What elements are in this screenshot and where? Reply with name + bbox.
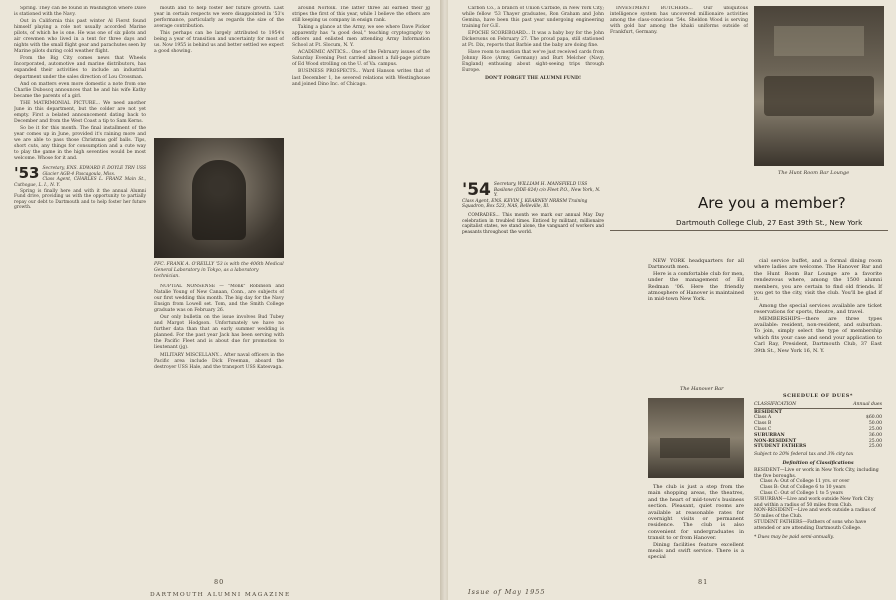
page-gutter (440, 0, 448, 600)
ad-column-2 (754, 258, 882, 354)
group-label: STUDENT FATHERS (754, 444, 807, 450)
definition-item: Class C: Out of College 1 to 5 years (760, 490, 843, 496)
paragraph: Here is a comfortable club for men, under the management of Ed Redman '06. Here the friendly atmosphere of Hanover is maintained in mid-town New York. (648, 270, 744, 303)
paragraph: Spring. They can be found in Washington where Dave is stationed with the Navy. (14, 6, 146, 18)
page-number-right: 81 (698, 578, 709, 586)
class-secretary: Secretary, WILLIAM H. MANSFIELD USS Basilone (DDE-824) c/o Fleet P.O., New York, N. Y. (493, 182, 601, 199)
group-label: SUBURBAN (754, 432, 785, 438)
dues-value: $60.00 (865, 415, 882, 421)
definition-item: STUDENT FATHERS—Fathers of sons who have attended or are attending Dartmouth College. (754, 519, 867, 531)
schedule-title: SCHEDULE OF DUES* (783, 393, 853, 399)
fine-print: * Dues may be paid semi-annually. (754, 534, 834, 540)
definition-item: SUBURBAN—Live and work outside New York City and within a radius of 50 miles from Club. (754, 496, 874, 508)
schedule-header-right: Annual dues (853, 401, 882, 407)
paragraph: Taking a glance at the Army, we see where Dave Picker apparently has "a good deal," teaching cryptography to officers and enlisted men attending Army Information School at Ft. Slocum, N. Y. (292, 25, 430, 49)
paragraph: Carbon Co., a branch of Union Carbide, in New York City; while fellow '53 Thayer graduates, Ron Graham and John Gemina, have been this past year undergoing engineering training for G.E. (462, 6, 604, 30)
paragraph: MEMBERSHIPS—there are three types available: resident, non-resident, and suburban. To join, simply select the type of membership which fits your case and send your application to Carl Ray, President, Dartmouth Club, 37 East 39th St., New York 16, N. Y. (754, 315, 882, 354)
paragraph: DON'T FORGET THE ALUMNI FUND! (484, 75, 582, 81)
class-53-notes (14, 166, 146, 211)
club-advertisement (610, 178, 888, 592)
hunt-room-caption: The Hunt Room Bar Lounge (778, 170, 850, 176)
dues-value: 25.00 (868, 444, 882, 450)
definition-item: Class A: Out of College 11 yrs. or over (760, 479, 850, 485)
right-column-2-top (610, 6, 748, 146)
dues-label: Class C (754, 426, 772, 432)
paragraph: MILITARY MISCELLANY... After naval officers in the Pacific area include Dick Freeman, aboard the destroyer USS Hale, and the transport USS Katesvaga. (154, 352, 284, 370)
definitions (754, 461, 882, 532)
schedule-header (754, 402, 882, 409)
class-year-53: '53 (14, 164, 40, 183)
schedule-header-left: CLASSIFICATION (754, 401, 797, 407)
definition-item: RESIDENT—Live or work in New York City, including the five boroughs. (754, 467, 879, 479)
paragraph: ACADEMIC ANTICS... One of the February issues of the Saturday Evening Post carried almost a full-page picture of Ed Wood strolling on the U. of Va. campus. (292, 50, 430, 68)
dues-label: Class A (754, 415, 772, 421)
definitions-title: Definition of Classifications (782, 460, 854, 466)
paragraph: NUPTIAL NONSENSE — "Monk" Robinson and Natalie Young of New Canaan, Conn., are subjects of our first wedding this month. The big day for the Navy Ensign from Lowell set. Tom, and the Smith College graduate was on February 26. (154, 284, 284, 314)
paragraph: BUSINESS PROSPECTS... Ward Hanson writes that of last December 1, he severed relations with Westinghouse and joined Dino Inc. of Chicago. (292, 69, 430, 87)
ad-divider (610, 230, 888, 231)
class-secretary: Secretary, ENS. EDWARD F. DOYLE TRN USS Glacier AGB-4 Pascagoula, Miss. (42, 166, 146, 177)
dues-schedule (754, 394, 882, 540)
hanover-bar-caption: The Hanover Bar (680, 386, 724, 392)
ad-column-1 (648, 258, 744, 303)
portrait-photo (154, 138, 284, 258)
ad-column-1-bottom (648, 484, 744, 561)
left-column-2-bottom (154, 284, 284, 574)
hunt-room-photo (754, 6, 884, 166)
class-year-54: '54 (462, 180, 491, 200)
left-column-2-top (154, 6, 284, 136)
paragraph: Our only bulletin on the issue involves Bud Tubey and Margot Hodgson. Unfortunately we have no further data than that an early summer wedding is planned. For the past year Jack has been serving with the Pacific Fleet and is about due for promotion to lieutenant (jg). (154, 315, 284, 351)
definition-item: NON-RESIDENT—Live and work outside a radius of 50 miles of the Club. (754, 508, 876, 520)
left-column-1 (14, 6, 146, 572)
paragraph: NEW YORK headquarters for all Dartmouth men. (648, 258, 744, 271)
paragraph: Dining facilities feature excellent meals and swift service. There is a special (648, 541, 744, 561)
paragraph: mouth and to help foster her future growth. Last year in certain respects we were disappointed in '53's performance, particularly as regards the size of the average contribution. (154, 6, 284, 30)
paragraph: Among the special services available are ticket reservations for sports, theatre, and travel. (754, 302, 882, 316)
paragraph: This perhaps can be largely attributed to 1954's being a year of transition and uncertainty for most of us. Now 1955 is behind us and better settled we expect a good showing. (154, 31, 284, 55)
class-agent: Class Agent, CHARLES L. FRANZ Main St., Cuthogue, L. I., N. Y. (14, 177, 146, 188)
paragraph: Have room to mention that we've just received cards from Johnny Rice (Army, Germany) and Burt Melcher (Navy, England) enthusing about sight-seeing trips through Europe. (462, 50, 604, 74)
hanover-bar-photo (648, 398, 744, 478)
paragraph: And on matters even more domestic a note from one Charlie Duboscq announces that he and his wife Kathy became the parents of a girl. (14, 81, 146, 99)
dues-row (754, 444, 882, 450)
ad-subheadline: Dartmouth College Club, 27 East 39th St., New York (676, 218, 863, 227)
paragraph: around Norfolk. The latter three all earned their jg stripes the first of this year, while I believe the others are still keeping us company in ensign rank. (292, 6, 430, 24)
paragraph: Spring is finally here and with it the annual Alumni Fund drive, providing us with the opportunity to partially repay our debt to Dartmouth and to help foster her future growth. (14, 188, 146, 211)
paragraph: From the Big City comes news that Wheels Incorporated, automotive and marine distributors, has expanded their activities to include an industrial department under the sales direction of Lou Crossman. (14, 56, 146, 80)
paragraph: INVESTMENT BUTCHERS... Our ubiquitous intelligence system has uncovered millionaire activities among the class-conscious '54s. Sheldon Wood is serving with gold bar among the khaki uniforms outside of Frankfurt, Germany. (610, 6, 748, 36)
paragraph: So be it for this month. The final installment of the year comes up in June, provided it's raining more and we are able to pass those Christmas golf balls. Tips, short cuts, any things for consumption and a cute way to play the game in the high seventies would be most welcome. Whose for it and. (14, 125, 146, 162)
left-page (0, 0, 440, 600)
paragraph: The club is just a step from the main shopping areas, the theatres, and the heart of mid-town's business section. Pleasant, quiet rooms are available at reasonable rates for overnight visits or permanent residence. The club is also convenient for undergraduates in transit to or from Hanover. (648, 484, 744, 542)
dues-value: 25.00 (868, 438, 882, 444)
issue-label: Issue of May 1955 (468, 588, 546, 596)
class-agent: Class Agent, ENS. KEVIN J. KEARNEY NRRSM Training Squadron, Box 523, NAS, Belleville, Ill. (462, 198, 588, 210)
paragraph: COMRADES... This month we mark our annual May Day celebration in troubled times. Enticed by militant, millionaire capitalist states, we stand alone, the vanguard of workers and peasants throughout the world. (462, 212, 604, 235)
magazine-name: DARTMOUTH ALUMNI MAGAZINE (150, 592, 291, 598)
page-number-left: 80 (214, 578, 225, 586)
group-label: NON-RESIDENT (754, 438, 797, 444)
left-column-3 (292, 6, 430, 572)
dues-value: 50.00 (868, 421, 882, 427)
paragraph: cial service buffet, and a formal dining room where ladies are welcome. The Hanover Bar and the Hunt Room Bar Lounge are a favorite rendezvous where, among the 1500 alumni members, you are certain to find old friends. If you get to the city, visit the club. You'll be glad if it. (754, 258, 882, 303)
ad-headline: Are you a member? (698, 194, 846, 212)
dues-value: 25.00 (868, 426, 882, 432)
dues-value: 36.00 (868, 432, 882, 438)
tax-note: Subject to 20% federal tax and 3% city tax (754, 452, 854, 458)
class-54-notes (462, 182, 604, 235)
right-column-1-top (462, 6, 604, 178)
right-page (448, 0, 896, 600)
group-label: RESIDENT (754, 409, 782, 415)
paragraph: EPOCHE SCOREBOARD... It was a baby boy for the John Dickersons on February 27. The proud papa, still stationed at Ft. Dix, reports that Barbie and the baby are doing fine. (462, 31, 604, 49)
paragraph: THE MATRIMONIAL PICTURE... We need another June in this department, but the colder are not yet empty. First a belated announcement dating back to December and from the West Coast a tip to Sam Kerns. (14, 100, 146, 124)
photo-caption: PFC. FRANK A. O'REILLY '53 is with the 406th Medical General Laboratory in Tokyo, as a laboratory technician. (154, 262, 284, 279)
definition-item: Class B: Out of College 6 to 10 years (760, 485, 846, 491)
paragraph: Out in California this past winter Al Fierst found himself playing a role not usually accorded Marine pilots, of which he is one. He was one of six pilots and air crewmen who lived in a tent for three days and nights with the small flight gear and parachutes seen by Marine pilots during cold weather flight. (14, 19, 146, 55)
dues-label: Class B (754, 421, 772, 427)
